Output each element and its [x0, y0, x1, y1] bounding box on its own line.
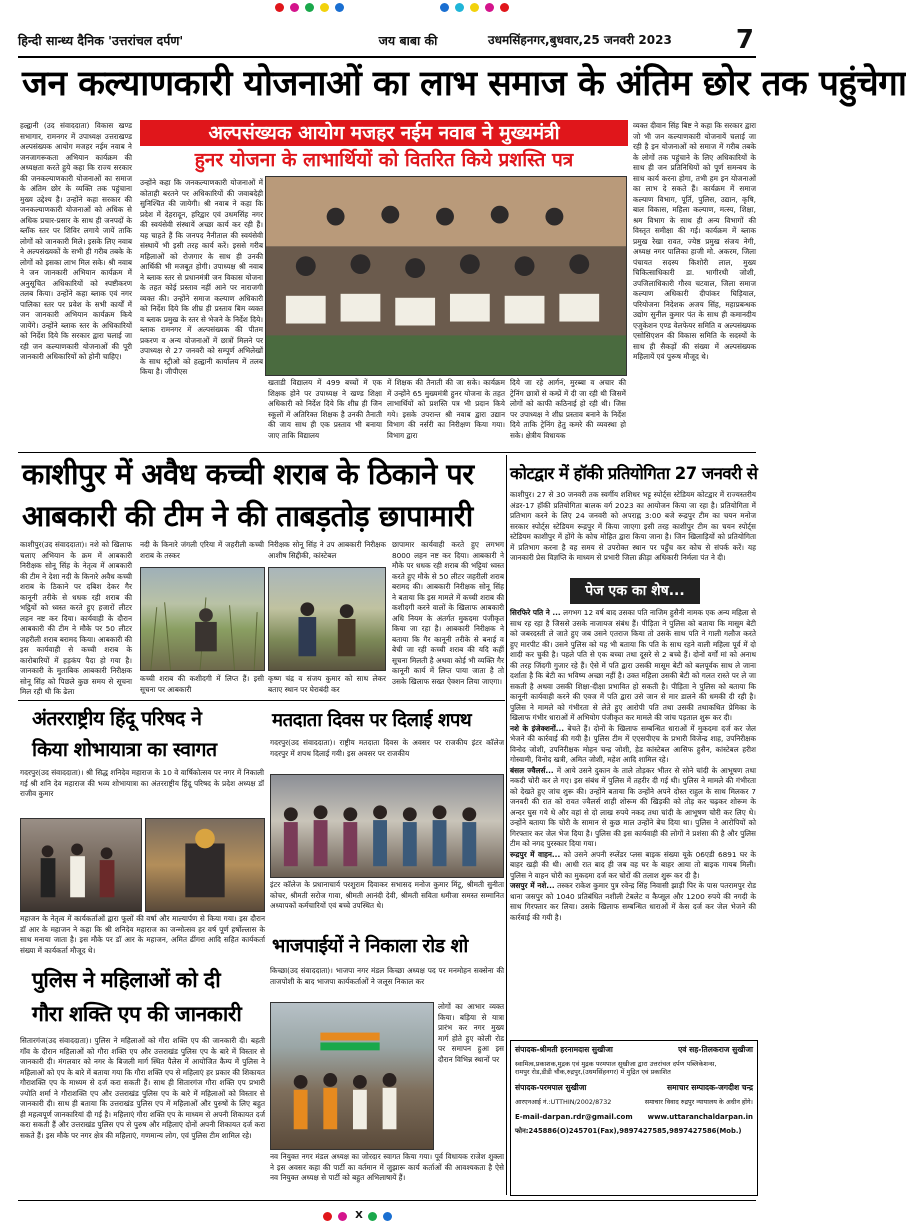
footer-rule [18, 1200, 756, 1201]
footer-marker: X [355, 1210, 363, 1221]
story1-below-photo-3: दिये जा रहे आर्गन, मुरब्बा व अचार की ट्रेनिंग छात्रों से कम्प्रें में दी जा रही थी जिसमें लोगों को काफी कठिनाई हो रही थी। जिस पर उपाध्यक्ष ने शीघ्र प्रस्ताव बनाने के निर्देश दिये ताकि ट्रेनिंग हेतु कमरे की व्यवस्था हो सके। क्षेत्रीय विधायक [510, 378, 626, 440]
imprint-website[interactable]: www.uttaranchaldarpan.in [647, 1112, 753, 1121]
story6-headline: भाजपाईयों ने निकाला रोड शो [272, 935, 468, 957]
story5-headline: मतदाता दिवस पर दिलाई शपथ [272, 710, 472, 731]
imprint-news-editor: समाचार सम्पादक-जगदीश चन्द्र [667, 1082, 753, 1092]
story6-side: लोगों का आभार व्यक्त किया। बड़िया से यात्रा प्रारंभ कर नगर मुख्य मार्ग होते हुए कोली रोड पर समापन हुआ इस दौरान विभिन्न स्थानों पर [438, 1002, 504, 1064]
story4-body: गदरपुर(उद संवाददाता)। श्री सिद्ध शनिदेव महाराज के 10 वे वार्षिकोत्सव पर नगर में निकाली गई श्री शनि देव महाराज की भव्य शोभायात्रा का अंतरराष्ट्रीय हिंदू परिषद के प्रदेश अध्यक्ष डॉ राजीव कुमार [20, 768, 264, 798]
story2-col1: काशीपुर(उद संवाददाता)। नशे को खिलाफ चलाए अभियान के क्रम में आबकारी निरीक्षक सोनू सिंह के नेतृत्व में आबकारी की टीम ने देशा नदी के किनारे अवैध कच्ची शराब के ठिकाने पर दबिश देकर गैर कानूनी तरीके से धधक रही शराब की भट्ठियों को ध्वस्त करते हुए हजारों लीटर लहन नष्ट कर दिया। कार्यवाही के दौरान आबकारी की टीम ने मौके पर 50 लीटर जहरीली शराब बरामद किया। आबकारी की इस कार्यवाही से कच्ची शराब के कारोबारियों में हड़कंप पैदा हो गया है। जानकारी के मुताबिक आबकारी निरीक्षक सोनू सिंह को पिछले कुछ समय से सूचना मिल रही थी कि ढेला [20, 540, 132, 696]
continued-lead-3: बंसल ज्वैलर्स... [510, 765, 554, 775]
imprint-editor: संपादक-श्रीमती हरनामदास सुखीजा [515, 1045, 613, 1054]
story2-photo2 [268, 567, 386, 671]
imprint-editor2: संपादक-परमपाल सुखीजा [515, 1082, 587, 1092]
group-photo-illustration [266, 177, 626, 375]
header-date: उधमसिंहनगर,बुधवार,25 जनवरी 2023 [488, 33, 672, 47]
reg-dot [305, 3, 314, 12]
imprint-address: रामपुर रोड,डीडी चौक,रुद्रपुर,(उधमसिंहनगर) में मुद्रित एवं प्रकाशित [515, 1068, 671, 1077]
story1-left-column: हल्द्वानी (उद संवाददाता) विकास खण्ड सभागार, रामनगर में उपाध्यक्ष उत्तराखण्ड अल्पसंख्यक आयोग मजहर नईम नवाब ने जनजागरूकता अभियान कार्यक्रम की अध्यक्षता करते हुये कहा कि राज्य सरकार की जनकल्याणकारी योजनाओं का समाज के अंतिम छोर के व्यक्ति तक पहुंचाना मुख्य उद्देश्य है। उन्होंने कहा सरकार की जनकल्याणकारी योजनाओं को अधिक से अधिक प्रचार-प्रसार के साथ ही जनपदों के ब्लॉक स्तर पर शिविर लगाये जायें ताकि लोगों को जानकारी मिले। इसके लिए नवाब ने अल्पसंख्यकों के सभी ही गरीब तबके के लोगों को इसका लाभ मिल सके। श्री नवाब ने जन जानकारी अभियान कार्यक्रम में अनुसूचित अधिकारियों को स्पष्टीकरण तलब किया। उन्होंने कहा ब्लाक एवं नगर पालिका स्तर पर प्रवेश के सभी कार्यों में जन जानकारी अभियान कार्यक्रम किये जायेंगे। उन्होंने ब्लाक स्तर के अधिकारियों को निर्देश दिये कि सरकार द्वारा चलाई जा रही जन कल्याणकारी योजनाओं की पूरी जानकारी अधिकारियों को होनी चाहिए। [20, 121, 132, 361]
story1-right-column: व्यक्त दीवान सिंह बिष्ट ने कहा कि सरकार द्वारा जो भी जन कल्याणकारी योजनायें चलाई जा रही है इन योजनाओं को समाज में गरीब तबके के लोगों तक पहुंचाने के लिए अधिकारियों के साथ ही जन प्रतिनिधियों को पूर्ण समन्वय के साथ कार्य करना होगा, तभी हम इन योजनाओं का लाभ दे सकते हैं। कार्यक्रम में समाज कल्याण विभाग, पूर्ति, पुलिस, उद्यान, कृषि, बाल विकास, महिला कल्याण, मत्स्य, शिक्षा, श्रम विभाग के साथ ही अन्य विभागों की विस्तृत समीक्षा की गई। कार्यक्रम में ब्लाक प्रमुख रेखा रावत, ज्येष्ठ प्रमुख संजय नेगी, अध्यक्ष नगर पालिका हाजी मो. अकरम, जिला पंचायत सदस्य किशोरी लाल, मुख्य चिकित्साधिकारी डा. भागीरथी जोशी, उपजिलाधिकारी गौरव चटवाल, जिला समाज कल्याण अधिकारी दीपांकर घिड़ियाल, परियोजना निदेशक अजय सिंह, महाप्रबन्धक उद्योग सुनील कुमार पंत के साथ ही कमानदीय एजुकेशन एण्ड वेलफेयर समिति व अल्पसंख्यक एसोसिएशन की विकास समिति के सदस्यों के साथ ही सैकड़ों की संख्या में अल्पसंख्यक महिलायें एवं पुरूष मौजूद थे। [633, 121, 756, 361]
registration-dots-top [0, 0, 770, 14]
continued-section [510, 578, 758, 1036]
story1-photo [265, 176, 627, 376]
imprint-email[interactable]: E-mail-darpan.rdr@gmail.com [515, 1112, 633, 1121]
story2-col4: छापामार कार्यवाही करते हुए लगभग 8000 लहन नष्ट कर दिया। आबकारी ने मौके पर धधक रही शराब की भट्टियां ध्वस्त करते हुए मौके से 50 लीटर जहरीली शराब बरामद की। आबकारी निरीक्षक सोनू सिंह ने बताया कि इस मामले में कच्ची शराब की कशीदगी करने वालों के खिलाफ आबकारी अधि नियम के अंतर्गत मुकदमा पंजीकृत किया जा रहा है। आबकारी निरीक्षक ने बताया कि गैर कानूनी तरीके से बनाई व बेची जा रही कच्ची शराब की यदि कहीं सूचना मिलती है अथवा कोई भी व्यक्ति गैर कानूनी कार्य में लिप्त पाया जाता है तो उसके खिलाफ सख्त ऐक्शन लिया जाएगा। [392, 540, 504, 686]
continued-text [510, 608, 756, 1036]
page-number: 7 [735, 25, 754, 55]
story5-caption: इंटर कॉलेज के प्रधानाचार्य परशुराम दिवाकर सभासद मनोज कुमार मिंटू, श्रीमती सुनीता कोचर, श्रीमती सरोज गावा, श्रीमती आनंदी देवी, श्रीमती सविता धमीजा समस्त सम्मानित अध्यापकों कर्मचारियों एवं बच्चे उपस्थित थे। [270, 880, 504, 910]
imprint-box [510, 1040, 758, 1196]
reg-dot [335, 3, 344, 12]
story7-body: सितारगंज(उद संवाददाता)। पुलिस ने महिलाओं को गौरा शक्ति एप की जानकारी दी। बहती गाँव के दौरान महिलाओं को गौरा शक्ति एप और उत्तराखंड पुलिस एप के बारे में विस्तार से जानकारी दी। मंगलवार को नगर के बिजली मार्ग स्थित पैलेस में आयोजित कैम्प में पुलिस ने महिलाओं को एप के बारे में बताया गया कि गौरा शक्ति एप से महिलाएं हर प्रकार की शिकायत गौराशक्ति एप के माध्यम से दर्ज करा सकती हैं। साथ ही सितारगंज गौरा शक्ति एप प्रभारी ज्योति शर्मा ने गौराशक्ति एप और उत्तराखंड पुलिस एप के बारे में महिलाओं को विस्तार से जानकारी दी। साथ ही बताया कि उत्तराखंड पुलिस एप में महिलाओं और पुरुषों के लिए बहुत ही महत्वपूर्ण जानकारियां दी गई है। महिलाएं गौरा शक्ति एप के माध्यम से अपनी शिकायत दर्ज करा सकती हैं और उत्तराखंड पुलिस एप से पुरुष और महिलाएं दोनों अपनी शिकायत दर्ज करा सकते हैं। इस मौके पर नगर क्षेत्र की महिलाएं, गणमान्य लोग, एवं पुलिस टीम शामिल रहे। [20, 1036, 265, 1140]
story2-col3: निरीक्षक सोनू सिंह ने उप आबकारी निरीक्षक आशीष सिद्दीकी, कांस्टेबल [268, 540, 386, 560]
continued-para-4: को उसने अपनी स्प्लेंडर प्लस बाइक संख्या यूके 06एडी 6891 घर के बाहर खड़ी की थी। आधी रात बाद ही जब वह घर के बाहर आया तो बाइक गायब मिली। पुलिस ने वाहन चोरी का मुकदमा दर्ज कर चोरों की तलाश शुरू कर दी है। [510, 849, 756, 880]
reg-dot [455, 3, 464, 12]
vertical-rule-right [506, 455, 507, 1195]
continued-para-2: बेचते हैं। दोनों के खिलाफ सम्बन्धित धाराओं में मुकदमा दर्ज कर जेल भेजने की कार्रवाई की गयी है। पुलिस टीम में एएसपीएच के प्रभारी विजेन्द्र शाह, उपनिरीक्षक विनोद जोशी, उपनिरीक्षक मोहन चन्द्र जोशी, हेड कांस्टेबल आसिफ हुसैन, कांस्टेबल हरीश गोस्वामी, विनोद खत्री, अमित जोशी, महेश आदि शामिल रहे। [510, 723, 756, 764]
reg-dot [320, 3, 329, 12]
story2-photo [140, 567, 265, 671]
header-motto: जय बाबा की [378, 33, 438, 48]
story6-caption: नव नियुक्त नगर मंडल अध्यक्ष का जोरदार स्वागत किया गया। पूर्व विधायक राजेश शुक्ला ने इस अवसर कहा की पार्टी का वर्तमान में जुझारू कार्य कर्ताओं की आवश्यकता है ऐसे नव नियुक्त अध्यक्ष से पार्टी को बहुत अभिलाषायें हैं। [270, 1152, 504, 1182]
story1-below-photo-2: में शिक्षक की तैनाती की जा सके। कार्यक्रम में उन्होंने 65 मुख्यमंत्री हुनर योजना के तहत लाभार्थियों को प्रशस्ति पत्र भी प्रदान किये गये। इसके उपरान्त श्री नवाब द्वारा उद्यान विभाग की नर्सरी का निरीक्षण किया गया। विभाग द्वारा [387, 378, 505, 440]
story2-photo-caption: कच्ची शराब की कशीदगी में लिप्त हैं। इसी सूचना पर आबकारी [140, 674, 264, 694]
procession-photo [21, 819, 141, 911]
continued-lead-2: नशे के इंजेक्शनों... [510, 723, 565, 733]
story5-photo [270, 774, 504, 878]
story4-photo-left [20, 818, 142, 912]
reg-dot [500, 3, 509, 12]
story2-bottom-rule [18, 700, 505, 701]
imprint-rni: आरएनआई नं.:UTTHIN/2002/8732 [515, 1098, 612, 1107]
imprint-phone: फोन:245886(O)245701(Fax),9897427585,9897427586(Mob.) [515, 1127, 742, 1136]
story2-col3b: कृष्ण चंद्र व संजय कुमार को साथ लेकर बताए स्थान पर घेराबंदी कर [268, 674, 386, 694]
reg-dot [275, 3, 284, 12]
story2-col2: नदी के किनारे जंगली एरिया में जहरीली कच्ची शराब के तस्कर [140, 540, 264, 560]
reg-dot [440, 3, 449, 12]
reg-dot [383, 1212, 392, 1221]
story4-headline-line2: किया शोभायात्रा का स्वागत [32, 738, 217, 761]
story7-headline-line1: पुलिस ने महिलाओं को दी [32, 968, 221, 992]
reg-dot [485, 3, 494, 12]
reg-dot [290, 3, 299, 12]
reg-dot [323, 1212, 332, 1221]
reg-dot [368, 1212, 377, 1221]
paper-name: हिन्दी सान्ध्य दैनिक 'उत्तरांचल दर्पण' [18, 33, 184, 48]
story2-headline-line2: आबकारी की टीम ने की ताबड़तोड़ छापामारी [22, 499, 473, 533]
reg-dot [338, 1212, 347, 1221]
story4-caption: महाजन के नेतृत्व में कार्यकर्ताओं द्वारा फूलों की वर्षा और माल्यार्पण से किया गया। इस दौरान डॉ आर के महाजन ने कहा कि श्री शनिदेव महाराज का जन्मोत्सव हर वर्ष पूर्ण हर्षोल्लास के साथ मनाया जाता है। इस मौके पर डॉ आर के महाजन, अमित ढींगरा आदि सहित कार्यकर्ता संख्या में कार्यकर्ता मौजूद थे। [20, 914, 265, 955]
voter-day-photo [271, 775, 503, 877]
imprint-owner: स्वामित्व,प्रकाशक,मुद्रक एवं मुद्रक परमपाल सुखीजा द्वारा उत्तरांचल दर्पण पब्लिकेशन्स, [515, 1059, 717, 1068]
story1-mid-column: उन्होंने कहा कि जनकल्याणकारी योजनाओं में कोताही बरतने पर अधिकारियों की जवाबदेही सुनिश्चित की जायेगी। श्री नवाब ने कहा कि प्रदेश में देहरादून, हरिद्वार एवं उधमसिंह नगर की स्वयंसेवी संस्थायें अच्छा कार्य कर रही हैं। यह चाहते हैं कि जनपद नैनीताल की स्वयंसेवी संस्थायें भी इसी तरह कार्य करें। इससे गरीब महिलाओं को रोजगार के साथ ही उनकी आर्थिकी भी मजबूत होगी। उपाध्यक्ष श्री नवाब ने ब्लाक स्तर से प्रधानमंत्री जन विकास योजना के तहत कोई प्रस्ताव नहीं आने पर नाराजगी व्यक्त की। उन्होंने समाज कल्याण अधिकारी को निर्देश दिये कि शीघ्र ही प्रस्ताव बिम व्यक्त व ब्लाक प्रमुख के स्तर से भेजने के निर्देश दिये। ब्लाक रामनगर में अल्पसंख्यक की पीतम प्रकरण व अन्य योजनाओं में छात्रों मिलने पर उपाध्यक्ष से 27 जनवरी को सम्पूर्ण अभिलेखों के साथ स्ट्रीओ को हल्द्वानी कार्यालय में तलब किया है। जीपीएस [140, 178, 263, 376]
header-rule [18, 56, 756, 58]
deity-photo [146, 819, 264, 911]
continued-lead-5: जसपुर में नशे... [510, 881, 555, 890]
continued-box-title: पेज एक का शेष... [570, 578, 700, 604]
main-headline: जन कल्याणकारी योजनाओं का लाभ समाज के अंतिम छोर तक पहुंचेगा [22, 64, 906, 104]
continued-para-3: में आये उसने दुकान के ताले तोड़कर भीतर से सोने चांदी के आभूषण तथा नकदी चोरी कर ले गए। इस संबंध में पुलिस में तहरीर दी गई थी। पुलिस ने मामले की गंभीरता को देखते हुए जांच शुरू की। उन्होंने बताया कि उन्होंने अपने दोस्त राहुल के साथ मिलकर 7 जनवरी की रात को रावत ज्वैलर्स शाही शोरूम की खिड़की को तोड़ कर चढ़कर शोरूम के अन्दर घुस गये थे और वहां से दो लाख रुपये नकद तथा चांदी के आभूषण चोरी कर लिए थे। उन्होंने बताया कि चोरी के सामान से कुछ माल उन्होंने बेच दिया था। पुलिस ने आरोपियों को गिरफ्तार कर जेल भेज दिया है। पुलिस की इस कार्यवाही की लोगों ने प्रशंसा की है और पुलिस टीम को नगद पुरस्कार दिया गया। [510, 765, 757, 848]
continued-para-5: तस्कर राकेश कुमार पुत्र रवेन्द्र सिंह निवासी झाड़ी पिर के पास पतरामपुर रोड थाना जसपुर को 1040 प्रतिबंधित नशीली टेबलेट व कैप्सूल और 1200 रुपये की नगदी के साथ गिरफ्तार कर लिया। उसके खिलाफ सम्बन्धित धाराओं में केस दर्ज कर जेल भेजने की कार्रवाई की गयी है। [510, 881, 757, 922]
continued-lead-1: सिरफिरे पति ने ... [510, 608, 561, 617]
registration-dots-bottom [0, 1208, 770, 1226]
story4-photo-right [145, 818, 265, 912]
liquor-raid-photo [141, 568, 264, 670]
story6-photo [270, 1002, 434, 1150]
story6-lead: किच्छा(उद संवाददाता)। भाजपा नगर मंडल किच्छा अध्यक्ष पद पर मनमोहन सक्सेना की ताजपोशी के बाद भाजपा कार्यकर्ताओं ने जलूस निकाल कर [270, 966, 504, 986]
imprint-disclaimer: समाचार विवाद रुद्रपुर न्यायालय के अधीन होंगे। [644, 1098, 753, 1107]
story1-red-banner [140, 120, 628, 174]
story1-below-photo-1: खताडी विद्यालय में 499 बच्चों में एक शिक्षक होने पर उपाध्यक्ष ने खण्ड शिक्षा अधिकारी को निर्देश दिये कि शीघ्र ही जिन स्कूलों में अतिरिक्त शिक्षक है उनकी तैनाती की जाय साथ ही एक प्रस्ताव भी बनाया जाए ताकि विद्यालय [268, 378, 382, 440]
story3-body: काशीपुर। 27 से 30 जनवरी तक स्वर्गीय शशिधर भट्ट स्पोर्ट्स स्टेडियम कोटद्वार में राज्यस्तरीय अंडर-17 हॉकी प्रतियोगिता बालक वर्ग 2023 का आयोजन किया जा रहा है। प्रतियोगिता में प्रतिभाग करने के लिए 24 जनवरी को अपराह्न 3:00 बजे रूद्रपुर टीम का चयन मनोज सरकार स्पोर्ट्स स्टेडियम रूद्रपुर में किया जाएगा इसी तरह काशीपुर टीम का चयन स्पोर्ट्स स्टेडियम काशीपुर में होंगे के कोच मोहित द्वारा किया जाना है। जिन खिलाड़ियों को प्रतियोगिता में प्रतिभाग करना है वह समय से उपरोक्त स्थान पर पहुँच कर कोच से संपर्क करें। यह जानकारी प्रेस विज्ञप्ति के माध्यम से प्रभारी जिला क्रीड़ा अधिकारी निर्मला पंत ने दी। [510, 490, 756, 562]
imprint-coeditor: एवं सह-तिलकराज सुखीजा [678, 1045, 753, 1054]
story2-headline-line1: काशीपुर में अवैध कच्ची शराब के ठिकाने पर [22, 457, 474, 491]
story3-headline: कोटद्वार में हॉकी प्रतियोगिता 27 जनवरी से [510, 464, 758, 483]
banner-line2: हुनर योजना के लाभार्थियों को वितरित किये प्रशस्ति पत्र [194, 149, 574, 171]
reg-dot [470, 3, 479, 12]
story7-headline-line2: गौरा शक्ति एप की जानकारी [32, 1002, 242, 1026]
page-header [18, 26, 756, 54]
continued-lead-4: रूद्रपुर में वाहन... [510, 849, 561, 859]
banner-line1: अल्पसंख्यक आयोग मजहर नईम नवाब ने मुख्यमंत्री [140, 120, 628, 146]
story4-headline-line1: अंतरराष्ट्रीय हिंदू परिषद ने [32, 707, 202, 730]
raid-team-photo [269, 568, 385, 670]
road-show-photo [271, 1003, 433, 1149]
continued-para-1: लगभग 12 वर्ष बाद उसका पति नाजिम हुसैनी नामक एक अन्य महिला से साथ रह रहा है जिससे उसके नाजायज संबंध हैं। पीड़िता ने पुलिस को बताया कि मासूम बेटी को जबरदस्ती ले जाते हुए जब उसने एतराज किया तो उसके साथ पति ने गाली गलौज करते हुए मारपीट की। उसने पुलिस को यह भी बताया कि पति के साथ रहने वाली महिला पूर्व में दो शादी कर चुकी है। पहले पति से एक बच्चा तथा दूसरे से 2 बच्चे हैं। दोनों वर्गों मां को अनाथ की तरह जिंदगी गुजार रहे हैं। ऐसे में पति द्वारा उसकी मासूम बेटी को बलपूर्वक साथ ले जाना दर्शाता है कि बेटी का भविष्य अच्छा नहीं है। उक्त महिला उसकी बेटी को गलत रास्ते पर ले जा सकती है अथवा उसकी शिक्षा-दीक्षा प्रभावित हो सकती है। पीड़िता ने पुलिस को बताया कि कानूनी कार्यवाही करने की एवज में पति द्वारा उसे जान से मार डालने की धमकी दी रही है। पुलिस ने मामले को गंभीरता से लेते हुए आरोपी पति तथा उसकी तथाकथित प्रेमिका के खिलाफ गंभीर धाराओं में अभियोग पंजीकृत कर मामले की जांच पड़ताल शुरू कर दी। [510, 608, 756, 722]
story5-body: गदरपुर(उद संवाददाता)। राष्ट्रीय मतदाता दिवस के अवसर पर राजकीय इंटर कॉलेज गदरपुर में शपथ दिलाई गयी। इस अवसर पर राजकीय [270, 738, 504, 758]
